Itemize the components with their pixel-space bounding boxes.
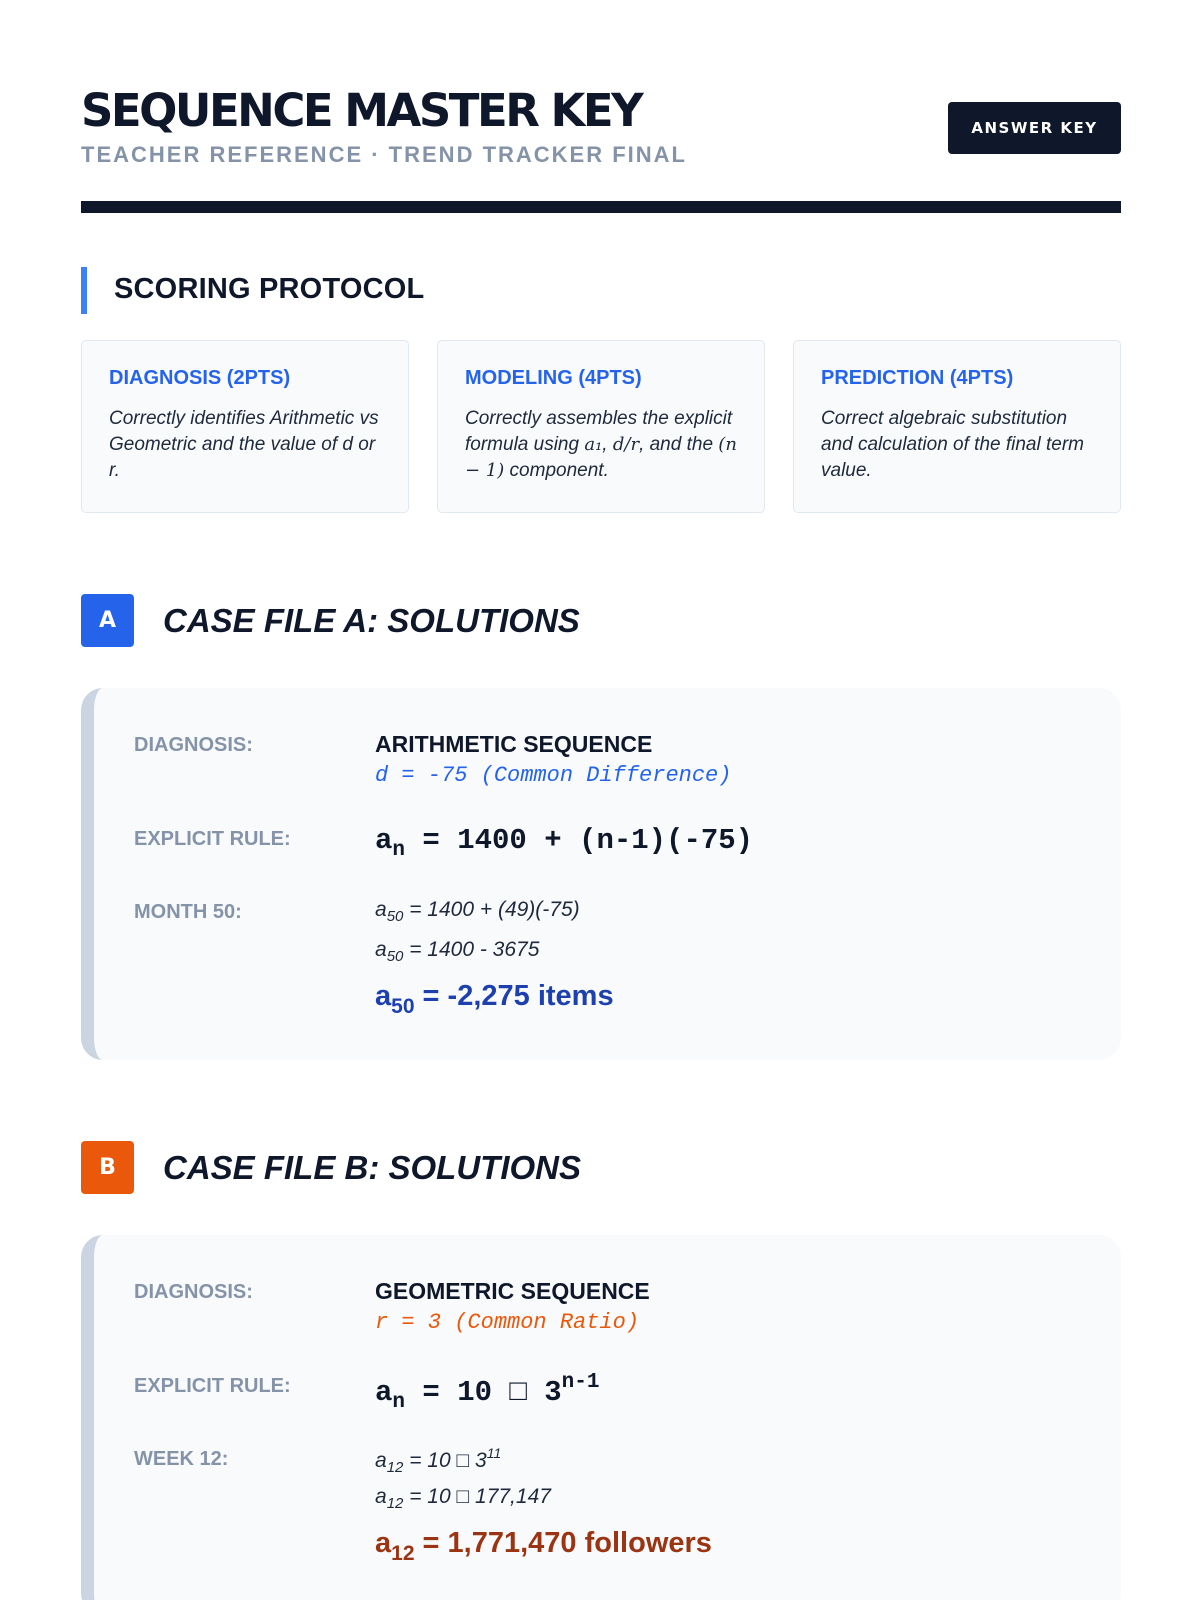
- month-50-label: MONTH 50:: [134, 901, 242, 923]
- diagnosis-note: d = -75 (Common Difference): [375, 763, 732, 788]
- explicit-rule-label: EXPLICIT RULE:: [134, 1375, 291, 1397]
- diagnosis-note: r = 3 (Common Ratio): [375, 1310, 640, 1335]
- scoring-card-title: PREDICTION (4PTS): [821, 367, 1014, 389]
- case-b-heading: [81, 1141, 1121, 1195]
- header-divider: [81, 201, 1121, 213]
- explicit-rule-formula: $a_n = 10$ □ 3$^{n-1}$: [375, 1371, 600, 1414]
- case-b-title: CASE FILE B: SOLUTIONS: [163, 1149, 582, 1186]
- case-a-heading: [81, 594, 1121, 648]
- diagnosis-type: GEOMETRIC SEQUENCE: [375, 1278, 650, 1304]
- case-a-letter-badge: A: [81, 594, 134, 647]
- case-b-letter-badge: B: [81, 1141, 134, 1194]
- page-header: [81, 84, 1121, 214]
- explicit-rule-formula: $a_n = 1400 + (n-1)(-75)$: [375, 824, 754, 862]
- case-b-solution-panel: [81, 1235, 1121, 1600]
- desc-text: component.: [504, 460, 609, 481]
- page-title: SEQUENCE MASTER KEY: [81, 84, 642, 137]
- scoring-card-prediction: [793, 340, 1121, 513]
- scoring-card-diagnosis: [81, 340, 409, 513]
- page-subtitle: TEACHER REFERENCE · TREND TRACKER FINAL: [81, 142, 687, 167]
- diagnosis-label: DIAGNOSIS:: [134, 1281, 253, 1303]
- math-n-minus-1: (n − 1): [465, 434, 737, 481]
- scoring-cards: [81, 340, 1121, 513]
- math-a1: a₁: [584, 434, 603, 455]
- diagnosis-label: DIAGNOSIS:: [134, 734, 253, 756]
- answer-key-badge: ANSWER KEY: [948, 102, 1121, 154]
- final-result: $a_{50} = -2,275$ items: [375, 980, 614, 1018]
- scoring-card-description: Correct algebraic substitution and calculation of the final term value.: [821, 408, 1084, 481]
- scoring-card-description: [465, 406, 737, 484]
- week-12-label: WEEK 12:: [134, 1448, 229, 1470]
- scoring-protocol-title: SCORING PROTOCOL: [114, 273, 425, 305]
- desc-text: ,: [602, 434, 613, 455]
- section-accent-bar: [81, 267, 87, 314]
- scoring-card-title: MODELING (4PTS): [465, 367, 642, 389]
- final-result: $a_{12} = 1,771,470$ followers: [375, 1527, 712, 1565]
- calculation-step: $a_{50} = 1400 - 3675$: [375, 938, 540, 965]
- case-a-solution-panel: [81, 688, 1121, 1060]
- math-d-r: d/r: [612, 434, 640, 455]
- scoring-card-modeling: [437, 340, 765, 513]
- calculation-step: $a_{12} = 10$ □ $3^{11}$: [375, 1445, 502, 1476]
- explicit-rule-label: EXPLICIT RULE:: [134, 828, 291, 850]
- scoring-card-description: Correctly identifies Arithmetic vs Geometric and the value of d or r.: [109, 408, 379, 481]
- desc-text: Correctly assembles the explicit formula using: [465, 408, 733, 455]
- desc-text: , and the: [639, 434, 719, 455]
- calculation-step: $a_{12} = 10$ □ 177,147: [375, 1485, 551, 1512]
- diagnosis-type: ARITHMETIC SEQUENCE: [375, 731, 653, 757]
- case-a-title: CASE FILE A: SOLUTIONS: [163, 602, 580, 639]
- scoring-card-title: DIAGNOSIS (2PTS): [109, 367, 291, 389]
- calculation-step: $a_{50} = 1400 + (49)(-75)$: [375, 898, 580, 925]
